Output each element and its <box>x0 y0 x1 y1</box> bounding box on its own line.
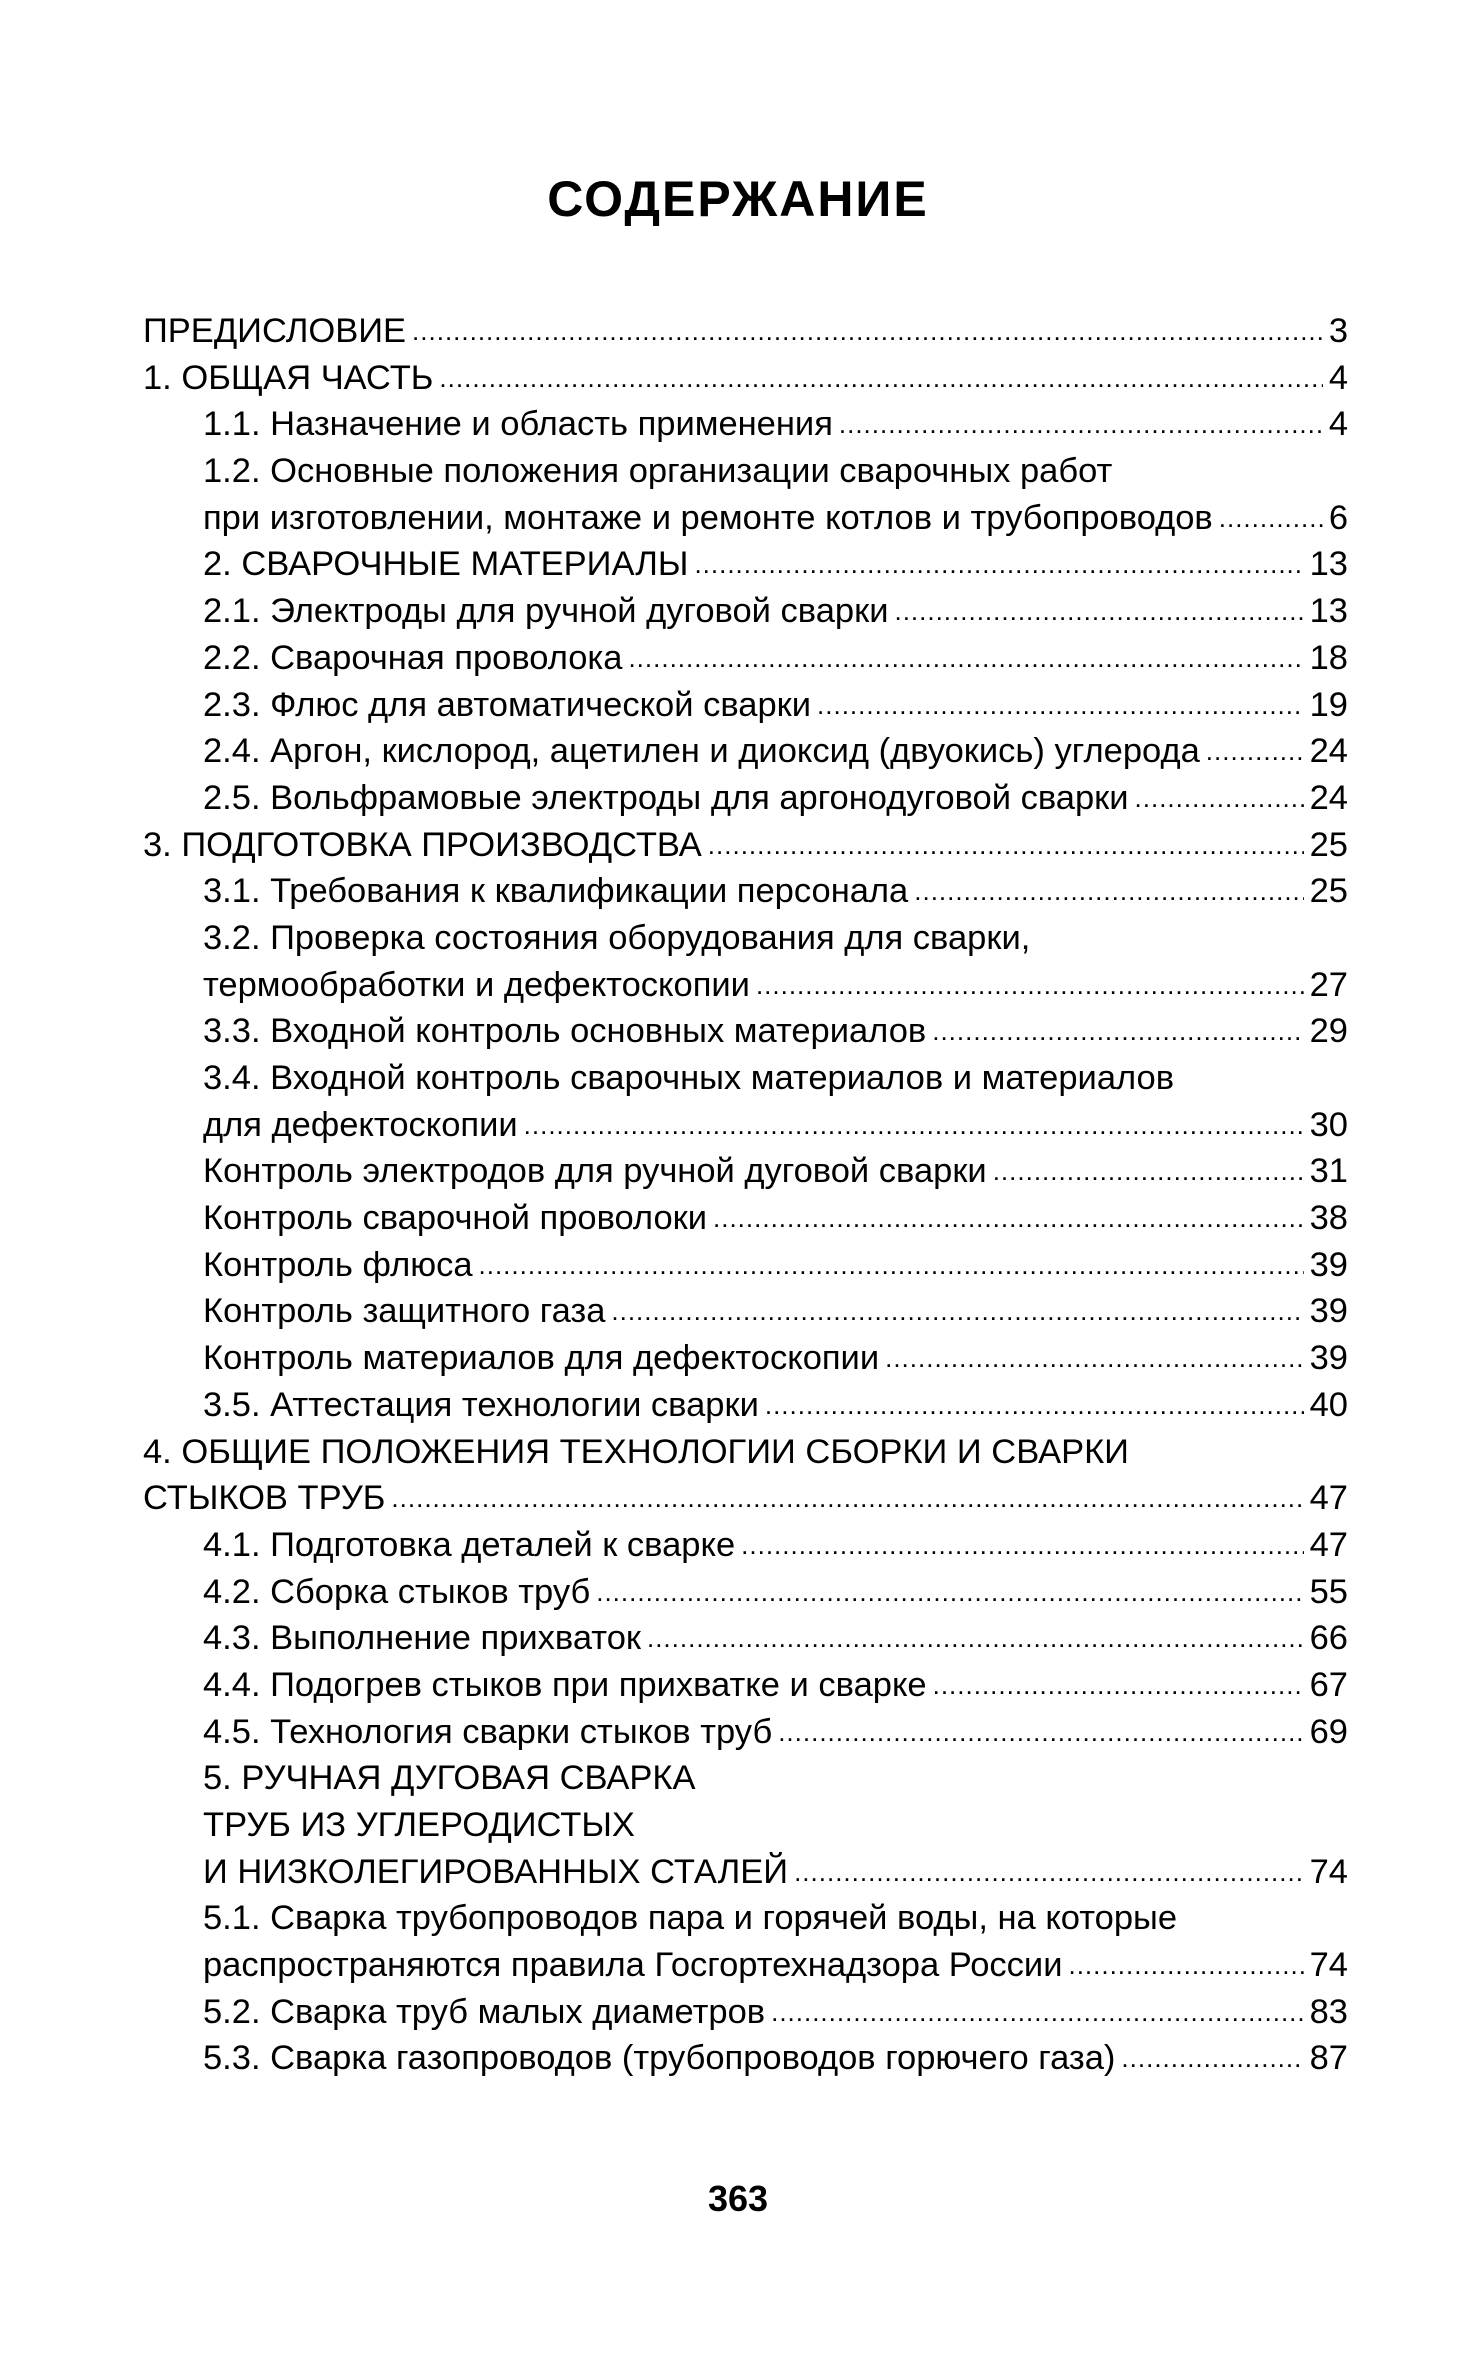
toc-entry <box>143 682 1348 729</box>
toc-entry <box>143 1008 1348 1055</box>
toc-entry-page: 47 <box>1309 1525 1348 1564</box>
toc-dot-leader <box>765 1382 1304 1429</box>
toc-entry <box>143 541 1348 588</box>
toc-entry-page: 69 <box>1309 1712 1348 1751</box>
toc-entry-page: 39 <box>1309 1339 1348 1378</box>
toc-entry-title: 4.5. Технология сварки стыков труб <box>203 1712 773 1751</box>
toc-entry <box>143 355 1348 402</box>
toc-entry-page: 24 <box>1309 732 1348 771</box>
toc-entry-title: 5.1. Сварка трубопроводов пара и горячей воды, на которые <box>203 1899 1178 1938</box>
toc-entry <box>143 868 1348 915</box>
toc-dot-leader <box>885 1335 1304 1382</box>
toc-entry-title: 4.3. Выполнение прихваток <box>203 1619 641 1658</box>
toc-entry-title: 2.4. Аргон, кислород, ацетилен и диоксид (двуокись) углерода <box>203 732 1200 771</box>
toc-entry-title: СТЫКОВ ТРУБ <box>143 1479 386 1518</box>
toc-entry-page: 47 <box>1309 1479 1348 1518</box>
toc-entry-title: термообработки и дефектоскопии <box>203 965 750 1004</box>
toc-entry-title: 1. ОБЩАЯ ЧАСТЬ <box>143 358 434 397</box>
toc-dot-leader <box>628 635 1303 682</box>
toc-entry <box>143 775 1348 822</box>
toc-entry <box>143 1755 1348 1802</box>
toc-dot-leader <box>412 308 1323 355</box>
toc-dot-leader <box>1135 775 1304 822</box>
toc-dot-leader <box>894 588 1303 635</box>
toc-entry-title: Контроль флюса <box>203 1245 473 1284</box>
toc-entry-title: 1.1. Назначение и область применения <box>203 405 833 444</box>
toc-dot-leader <box>817 682 1304 729</box>
toc-entry-page: 13 <box>1309 592 1348 631</box>
toc-entry-page: 25 <box>1309 825 1348 864</box>
toc-entry-page: 4 <box>1328 405 1348 444</box>
toc-entry <box>143 1475 1348 1522</box>
toc-entry-page: 3 <box>1328 312 1348 350</box>
toc-entry <box>143 822 1348 869</box>
toc-entry <box>143 1849 1348 1896</box>
toc-entry <box>143 1148 1348 1195</box>
toc-entry <box>143 1709 1348 1756</box>
toc-dot-leader <box>756 962 1304 1009</box>
toc-entry-title: при изготовлении, монтаже и ремонте котлов и трубопроводов <box>203 498 1213 537</box>
toc-dot-leader <box>1068 1942 1303 1989</box>
toc-entry-page: 39 <box>1309 1245 1348 1284</box>
toc-entry-title: 2.2. Сварочная проволока <box>203 638 623 677</box>
toc-entry <box>143 2035 1348 2082</box>
toc-entry-title: 5. РУЧНАЯ ДУГОВАЯ СВАРКА <box>203 1759 696 1798</box>
toc-entry <box>143 1522 1348 1569</box>
toc-entry <box>143 1102 1348 1149</box>
toc-entry <box>143 635 1348 682</box>
toc-entry <box>143 728 1348 775</box>
toc-entry-title: 2. СВАРОЧНЫЕ МАТЕРИАЛЫ <box>203 545 689 584</box>
toc-entry-title: 2.5. Вольфрамовые электроды для аргонодуговой сварки <box>203 778 1129 817</box>
toc-entry-title: Контроль защитного газа <box>203 1292 606 1331</box>
toc-entry-title: 5.2. Сварка труб малых диаметров <box>203 1992 766 2031</box>
toc-entry-title: для дефектоскопии <box>203 1105 518 1144</box>
toc-dot-leader <box>611 1288 1303 1335</box>
toc-entry <box>143 1382 1348 1429</box>
toc-entry <box>143 1989 1348 2036</box>
toc-entry <box>143 1895 1348 1942</box>
toc-dot-leader <box>439 355 1322 402</box>
toc-entry <box>143 588 1348 635</box>
toc-entry <box>143 1195 1348 1242</box>
toc-dot-leader <box>1206 728 1304 775</box>
toc-entry-page: 67 <box>1309 1665 1348 1704</box>
toc-entry-page: 13 <box>1309 545 1348 584</box>
toc-entry-page: 6 <box>1328 498 1348 537</box>
toc-entry <box>143 1288 1348 1335</box>
toc-entry <box>143 962 1348 1009</box>
toc-dot-leader <box>914 868 1303 915</box>
toc-entry-page: 4 <box>1328 358 1348 397</box>
toc-entry <box>143 308 1348 355</box>
toc-entry <box>143 1335 1348 1382</box>
toc-entry <box>143 495 1348 542</box>
toc-entry-title: 2.3. Флюс для автоматической сварки <box>203 685 812 724</box>
toc-dot-leader <box>391 1475 1303 1522</box>
toc-entry-title: 1.2. Основные положения организации сварочных работ <box>203 452 1113 491</box>
toc-entry-page: 19 <box>1309 685 1348 724</box>
toc-entry-title: 3.3. Входной контроль основных материалов <box>203 1012 927 1051</box>
page-title: СОДЕРЖАНИЕ <box>547 171 929 227</box>
toc-entry-title: 4. ОБЩИЕ ПОЛОЖЕНИЯ ТЕХНОЛОГИИ СБОРКИ И СВАРКИ <box>143 1432 1129 1471</box>
toc-entry-page: 55 <box>1309 1572 1348 1611</box>
toc-entry-title: И НИЗКОЛЕГИРОВАННЫХ СТАЛЕЙ <box>203 1852 789 1891</box>
toc-entry-title: ТРУБ ИЗ УГЛЕРОДИСТЫХ <box>203 1806 635 1844</box>
toc-entry-page: 24 <box>1309 778 1348 817</box>
toc-entry-title: Контроль электродов для ручной дуговой сварки <box>203 1152 987 1191</box>
toc-dot-leader <box>771 1989 1304 2036</box>
toc-dot-leader <box>778 1709 1303 1756</box>
toc-entry <box>143 1055 1348 1102</box>
toc-entry-page: 39 <box>1309 1292 1348 1331</box>
toc-dot-leader <box>741 1522 1303 1569</box>
toc-entry-title: 4.1. Подготовка деталей к сварке <box>203 1525 736 1564</box>
toc-entry-page: 27 <box>1309 965 1348 1004</box>
toc-entry-page: 38 <box>1309 1199 1348 1238</box>
toc-entry-title: 3.5. Аттестация технологии сварки <box>203 1385 759 1424</box>
toc-entry-title: 3.4. Входной контроль сварочных материалов и материалов <box>203 1059 1175 1097</box>
toc-entry <box>143 1802 1348 1849</box>
toc-entry-page: 25 <box>1309 872 1348 911</box>
toc-entry-page: 83 <box>1309 1992 1348 2031</box>
toc-entry-page: 30 <box>1309 1105 1348 1144</box>
toc-entry-title: 3. ПОДГОТОВКА ПРОИЗВОДСТВА <box>143 825 702 864</box>
toc-entry <box>143 915 1348 962</box>
toc-entry <box>143 1942 1348 1989</box>
toc-dot-leader <box>932 1008 1303 1055</box>
toc-entry-title: 3.1. Требования к квалификации персонала <box>203 872 909 911</box>
page-number: 363 <box>707 2178 769 2219</box>
toc-entry <box>143 1429 1348 1476</box>
toc-dot-leader <box>713 1195 1304 1242</box>
toc-entry <box>143 1615 1348 1662</box>
toc-entry-title: распространяются правила Госгортехнадзора России <box>203 1946 1063 1985</box>
toc-dot-leader <box>1121 2035 1303 2082</box>
toc-entry <box>143 401 1348 448</box>
toc-entry-title: ПРЕДИСЛОВИЕ <box>143 312 407 350</box>
toc-dot-leader <box>1219 495 1323 542</box>
toc-entry <box>143 1569 1348 1616</box>
toc-entry-page: 87 <box>1309 2039 1348 2078</box>
toc-entry-page: 29 <box>1309 1012 1348 1051</box>
toc-entry-title: 3.2. Проверка состояния оборудования для сварки, <box>203 918 1031 957</box>
toc-dot-leader <box>596 1569 1303 1616</box>
toc-entry-title: Контроль сварочной проволоки <box>203 1199 708 1238</box>
toc-dot-leader <box>839 401 1323 448</box>
toc-entry-title: Контроль материалов для дефектоскопии <box>203 1339 880 1378</box>
toc-dot-leader <box>479 1242 1304 1289</box>
toc-entry-title: 5.3. Сварка газопроводов (трубопроводов горючего газа) <box>203 2039 1116 2078</box>
toc-entry-title: 4.2. Сборка стыков труб <box>203 1572 591 1611</box>
toc-entry-page: 31 <box>1309 1152 1348 1191</box>
toc-entry-page: 66 <box>1309 1619 1348 1658</box>
toc-entry-title: 2.1. Электроды для ручной дуговой сварки <box>203 592 889 631</box>
toc-dot-leader <box>524 1102 1304 1149</box>
toc-entry-page: 40 <box>1309 1385 1348 1424</box>
toc-entry-page: 74 <box>1309 1852 1348 1891</box>
toc-dot-leader <box>694 541 1303 588</box>
toc-entry <box>143 448 1348 495</box>
toc-dot-leader <box>933 1662 1304 1709</box>
toc-entry-page: 18 <box>1309 638 1348 677</box>
table-of-contents <box>143 308 1348 2082</box>
toc-dot-leader <box>708 822 1304 869</box>
toc-entry <box>143 1662 1348 1709</box>
toc-dot-leader <box>647 1615 1304 1662</box>
toc-dot-leader <box>993 1148 1304 1195</box>
toc-entry <box>143 1242 1348 1289</box>
toc-dot-leader <box>794 1849 1304 1896</box>
toc-entry-page: 74 <box>1309 1946 1348 1985</box>
toc-entry-title: 4.4. Подогрев стыков при прихватке и сварке <box>203 1665 927 1704</box>
